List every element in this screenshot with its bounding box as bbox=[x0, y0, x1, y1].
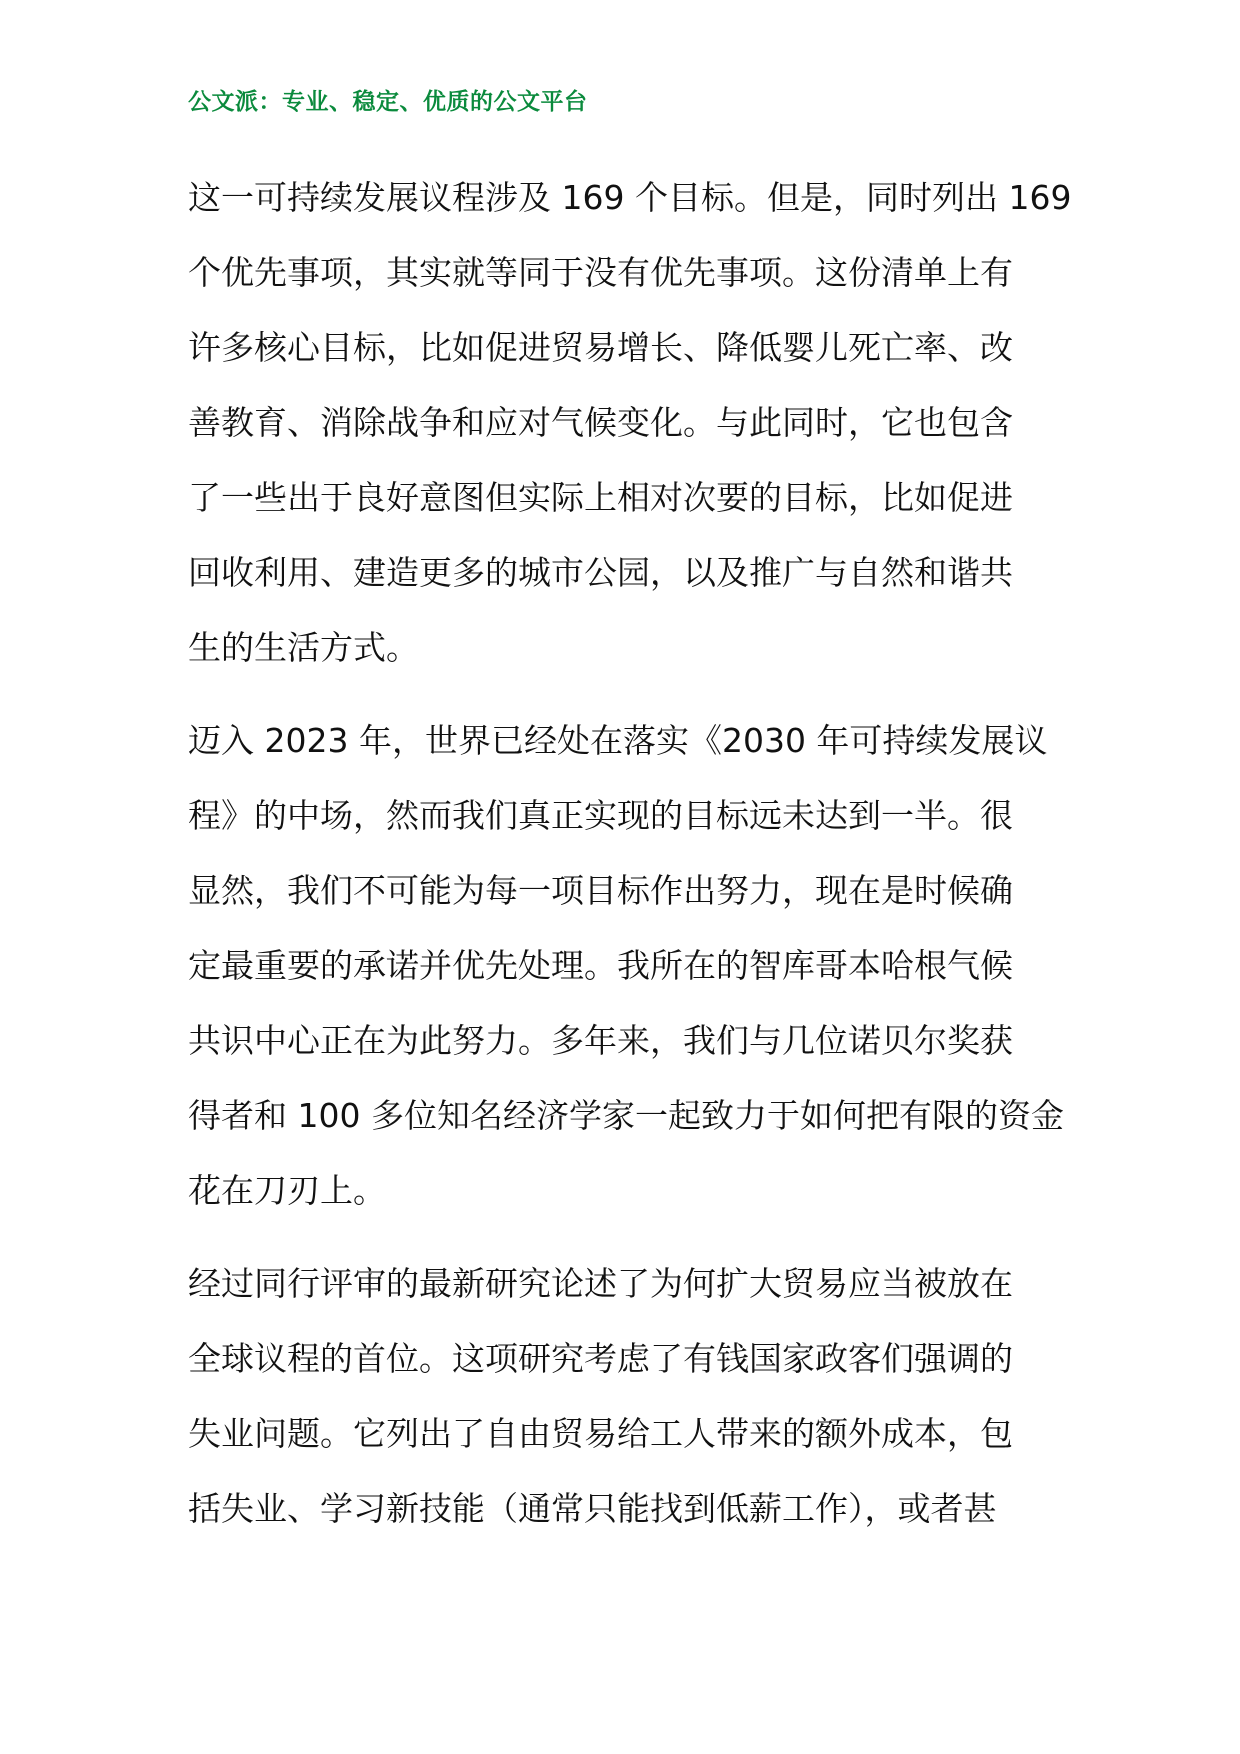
text-line: 了一些出于良好意图但实际上相对次要的目标，比如促进 bbox=[188, 478, 1013, 517]
text-line: 程》的中场，然而我们真正实现的目标远未达到一半。很 bbox=[188, 796, 1013, 835]
text-line: 失业问题。它列出了自由贸易给工人带来的额外成本，包 bbox=[188, 1414, 1013, 1453]
text-line: 经过同行评审的最新研究论述了为何扩大贸易应当被放在 bbox=[188, 1264, 1013, 1303]
text-line: 定最重要的承诺并优先处理。我所在的智库哥本哈根气候 bbox=[188, 946, 1013, 985]
page-header-title: 公文派：专业、稳定、优质的公文平台 bbox=[188, 89, 588, 115]
text-line: 善教育、消除战争和应对气候变化。与此同时，它也包含 bbox=[188, 403, 1013, 442]
text-line: 许多核心目标，比如促进贸易增长、降低婴儿死亡率、改 bbox=[188, 328, 1013, 367]
text-line: 全球议程的首位。这项研究考虑了有钱国家政客们强调的 bbox=[188, 1339, 1013, 1378]
text-line: 括失业、学习新技能（通常只能找到低薪工作），或者甚 bbox=[188, 1489, 997, 1528]
text-line: 这一可持续发展议程涉及 169 个目标。但是，同时列出 169 bbox=[188, 178, 1072, 217]
text-line: 迈入 2023 年，世界已经处在落实《2030 年可持续发展议 bbox=[188, 721, 1048, 760]
text-line: 个优先事项，其实就等同于没有优先事项。这份清单上有 bbox=[188, 253, 1013, 292]
paragraph-3 bbox=[188, 1246, 1058, 1546]
text-line: 显然，我们不可能为每一项目标作出努力，现在是时候确 bbox=[188, 871, 1013, 910]
paragraph-1 bbox=[188, 160, 1072, 685]
text-line: 回收利用、建造更多的城市公园，以及推广与自然和谐共 bbox=[188, 553, 1013, 592]
text-line: 花在刀刃上。 bbox=[188, 1171, 386, 1210]
text-line: 得者和 100 多位知名经济学家一起致力于如何把有限的资金 bbox=[188, 1096, 1064, 1135]
text-line: 生的生活方式。 bbox=[188, 628, 419, 667]
document-body bbox=[188, 160, 1072, 1564]
paragraph-2 bbox=[188, 703, 1064, 1228]
text-line: 共识中心正在为此努力。多年来，我们与几位诺贝尔奖获 bbox=[188, 1021, 1013, 1060]
